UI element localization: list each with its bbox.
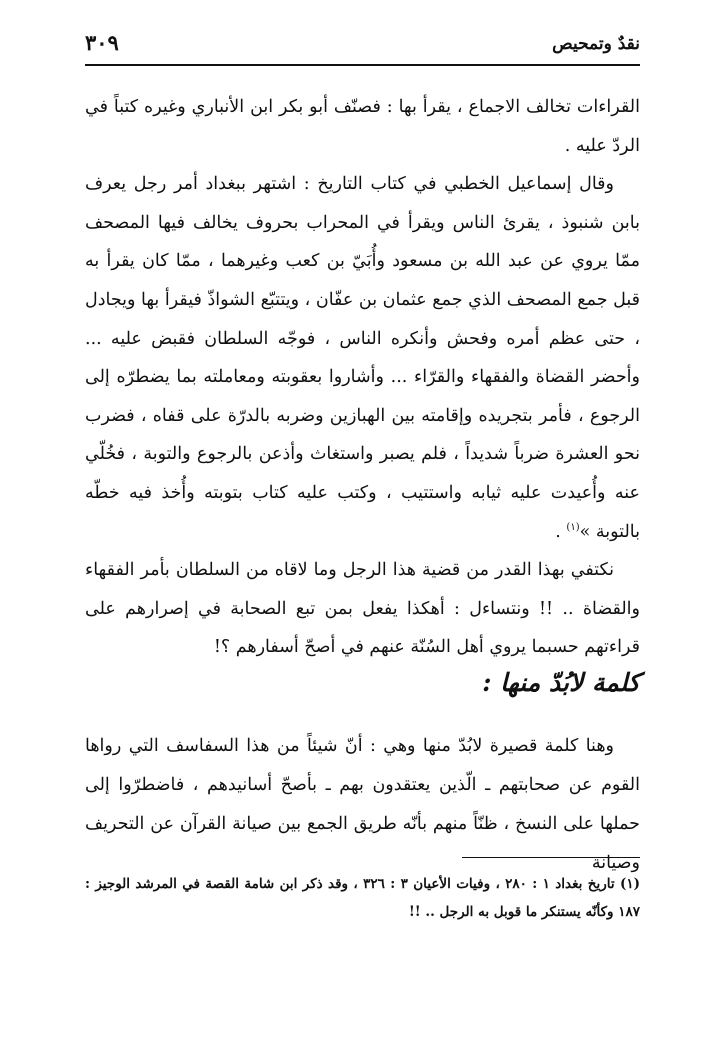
running-head <box>85 30 640 60</box>
paragraph-4: وهنا كلمة قصيرة لابُدّ منها وهي : أنّ شيئاً من هذا السفاسف التي رواها القوم عن صحابتهم ـ الّذين يعتقدون بهم ـ بأصحّ أسانيدهم ، فاضطرّوا إلى حملها على النسخ ، ظنّاً منهم بأنّه طريق الجمع بين صيانة القرآن عن التحريف وصيانة <box>85 736 640 873</box>
paragraph-2-end: . <box>555 521 567 542</box>
footnote-marker: (١) <box>566 521 580 533</box>
footnote-rule <box>462 857 640 858</box>
page-number: ٣٠٩ <box>85 30 119 55</box>
footnote <box>85 870 640 926</box>
footnote-1: (١) تاريخ بغداد ١ : ٢٨٠ ، وفيات الأعيان ٣ : ٣٢٦ ، وقد ذكر ابن شامة القصة في المرشد الوجيز : ١٨٧ وكأنّه يستنكر ما قوبل به الرجل .. !! <box>85 876 641 920</box>
section-heading: كلمة لابُدّ منها : <box>482 668 640 697</box>
header-rule <box>85 64 640 66</box>
book-page <box>85 0 640 1045</box>
paragraph-3: نكتفي بهذا القدر من قضية هذا الرجل وما لاقاه من السلطان بأمر الفقهاء والقضاة .. !! ونتساءل : أهكذا يفعل بمن تبع الصحابة في إصرارهم على قراءتهم حسبما يروي أهل السُنّة عنهم في أصحّ أسفارهم ؟! <box>85 560 640 658</box>
paragraph-1: القراءات تخالف الاجماع ، يقرأ بها : فصنّف أبو بكر ابن الأنباري وغيره كتباً في الردّ عليه . <box>85 97 640 156</box>
running-title: نقدٌ وتمحيص <box>552 34 640 54</box>
paragraph-2 <box>85 165 640 551</box>
section-text <box>85 727 640 883</box>
paragraph-2-text: وقال إسماعيل الخطبي في كتاب التاريخ : اشتهر ببغداد أمر رجل يعرف بابن شنبوذ ، يقرئ الناس ويقرأ في المحراب بحروف يخالف فيها المصحف ممّا يروي عن عبد الله بن مسعود وأُبَيّ بن كعب وغيرهما ، ممّا كان يقرأ به قبل جمع المصحف الذي جمع عثمان بن عفّان ، ويتتبّع الشواذّ فيقرأ بها ويجادل ، حتى عظم أمره وفحش وأنكره الناس ، فوجّه السلطان فقبض عليه ... وأحضر القضاة والفقهاء والقرّاء ... وأشاروا بعقوبته ومعاملته بما يضطرّه إلى الرجوع ، فأمر بتجريده وإقامته بين الهبازين وضربه بالدرّة على قفاه ، فضرب نحو العشرة ضرباً شديداً ، فلم يصبر واستغاث وأذعن بالرجوع والتوبة ، فخُلّي عنه وأُعيدت عليه ثيابه واستتيب ، وكتب عليه كتاب بتوبته وأُخذ فيه خطّه بالتوبة » <box>85 174 640 542</box>
main-text <box>85 88 640 667</box>
